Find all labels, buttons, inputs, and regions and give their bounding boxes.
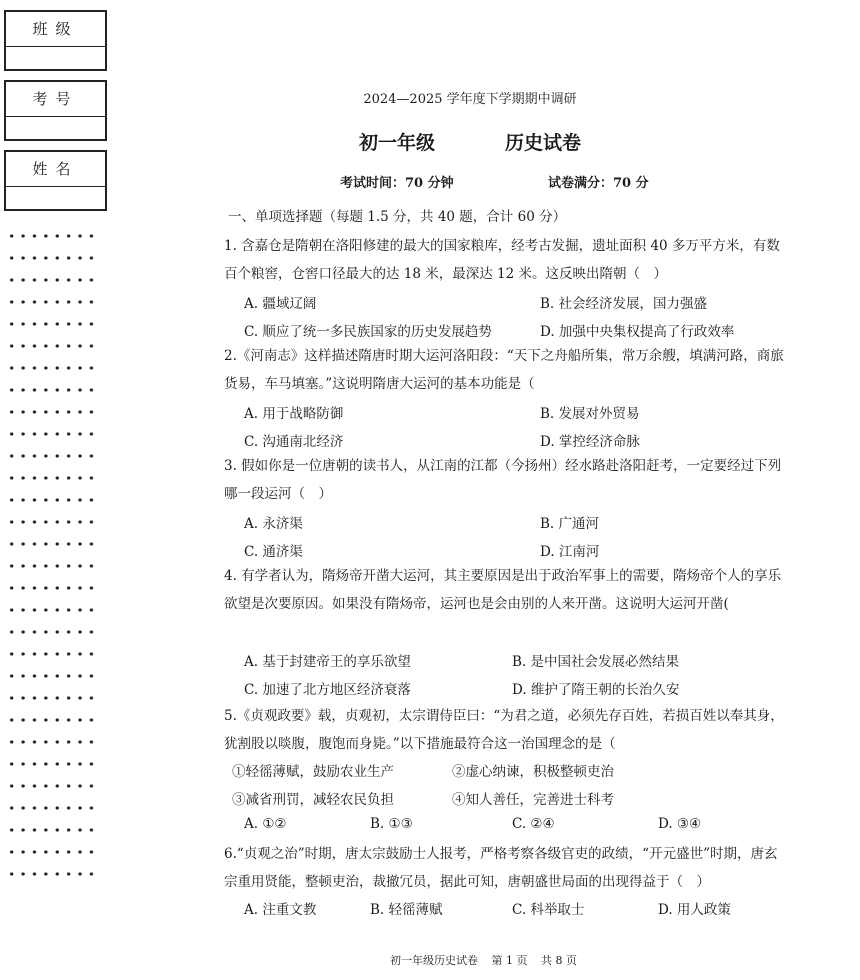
q5-item-1: ①轻徭薄赋，鼓励农业生产 (232, 764, 394, 780)
page-footer (390, 952, 587, 968)
q1-option-a[interactable]: A. 疆域辽阔 (244, 296, 317, 312)
footer-page-number: 第 1 页 (491, 954, 528, 967)
exam-id-label: 考号 (6, 82, 105, 117)
q1-option-b[interactable]: B. 社会经济发展，国力强盛 (540, 296, 708, 312)
seal-line (6, 225, 98, 885)
q5-option-b[interactable]: B. ①③ (370, 816, 413, 832)
class-field[interactable] (6, 47, 105, 69)
q3-option-b[interactable]: B. 广通河 (540, 516, 600, 532)
q5-option-d[interactable]: D. ③④ (658, 816, 702, 832)
name-field[interactable] (6, 187, 105, 209)
page-title (40, 128, 860, 155)
name-label: 姓名 (6, 152, 105, 187)
q5-option-a[interactable]: A. ①② (244, 816, 287, 832)
q6-option-d[interactable]: D. 用人政策 (658, 902, 731, 918)
class-label: 班级 (6, 12, 105, 47)
question-5: 5.《贞观政要》载，贞观初，太宗谓侍臣曰：“为君之道，必须先存百姓，若损百姓以奉其身，犹割股以啖腹，腹饱而身毙。”以下措施最符合这一治国理念的是（ (224, 708, 784, 752)
q4-option-b[interactable]: B. 是中国社会发展必然结果 (512, 654, 680, 670)
exam-time: 考试时间：70 分钟 (340, 176, 454, 191)
q3-option-c[interactable]: C. 通济渠 (244, 544, 303, 560)
q6-option-b[interactable]: B. 轻徭薄赋 (370, 902, 443, 918)
q2-option-a[interactable]: A. 用于战略防御 (244, 406, 344, 422)
question-4: 4. 有学者认为，隋炀帝开凿大运河，其主要原因是出于政治军事上的需要，隋炀帝个人的享乐欲望是次要原因。如果没有隋炀帝，运河也是会由别的人来开凿。这说明大运河开凿( (224, 568, 782, 612)
q4-option-d[interactable]: D. 维护了隋王朝的长治久安 (512, 682, 680, 698)
question-1: 1. 含嘉仓是隋朝在洛阳修建的最大的国家粮库，经考古发掘，遗址面积 40 多万平方米，有数百个粮窖，仓窖口径最大的达 18 米，最深达 12 米。这反映出隋朝（ ） (224, 238, 780, 282)
q6-option-a[interactable]: A. 注重文教 (244, 902, 317, 918)
q6-option-c[interactable]: C. 科举取士 (512, 902, 585, 918)
name-box (4, 150, 107, 211)
q4-option-a[interactable]: A. 基于封建帝王的享乐欲望 (244, 654, 411, 670)
q5-item-4: ④知人善任，完善进士科考 (452, 792, 614, 808)
footer-page-total: 共 8 页 (541, 954, 577, 967)
question-3: 3. 假如你是一位唐朝的读书人，从江南的江都（今扬州）经水路赴洛阳赶考，一定要经过下列哪一段运河（ ） (224, 458, 782, 502)
q3-option-d[interactable]: D. 江南河 (540, 544, 600, 560)
q2-option-c[interactable]: C. 沟通南北经济 (244, 434, 344, 450)
school-year: 2024—2025 学年度下学期期中调研 (363, 92, 577, 107)
question-2: 2.《河南志》这样描述隋唐时期大运河洛阳段：“天下之舟船所集，常万余艘，填满河路，商旅货易，车马填塞。”这说明隋唐大运河的基本功能是（ (224, 348, 784, 392)
class-box (4, 10, 107, 71)
subject-title: 历史试卷 (505, 132, 582, 154)
exam-score: 试卷满分：70 分 (548, 176, 649, 191)
footer-paper-name: 初一年级历史试卷 (390, 954, 478, 967)
q1-option-d[interactable]: D. 加强中央集权提高了行政效率 (540, 324, 735, 340)
grade-title: 初一年级 (358, 132, 435, 154)
q2-option-d[interactable]: D. 掌控经济命脉 (540, 434, 640, 450)
q5-item-3: ③减省刑罚，减轻农民负担 (232, 792, 394, 808)
question-6: 6.“贞观之治”时期，唐太宗鼓励士人报考，严格考察各级官吏的政绩，“开元盛世”时期，唐玄宗重用贤能，整顿吏治，裁撤冗员，据此可知，唐朝盛世局面的出现得益于（ ） (224, 846, 778, 890)
q1-option-c[interactable]: C. 顺应了统一多民族国家的历史发展趋势 (244, 324, 492, 340)
q2-option-b[interactable]: B. 发展对外贸易 (540, 406, 640, 422)
q5-option-c[interactable]: C. ②④ (512, 816, 555, 832)
q4-option-c[interactable]: C. 加速了北方地区经济衰落 (244, 682, 411, 698)
q3-option-a[interactable]: A. 永济渠 (244, 516, 303, 532)
section-heading: 一、单项选择题（每题 1.5 分，共 40 题，合计 60 分） (228, 209, 567, 225)
q5-item-2: ②虚心纳谏，积极整顿吏治 (452, 764, 614, 780)
